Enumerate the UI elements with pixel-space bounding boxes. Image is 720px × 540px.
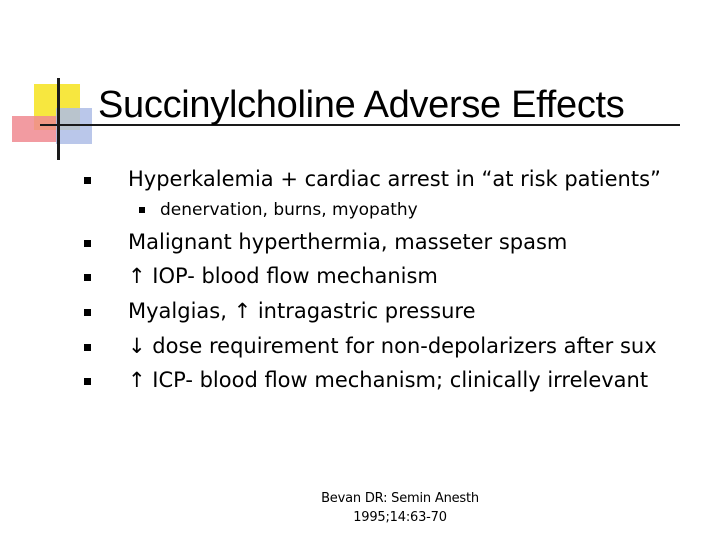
bullet-item <box>128 229 567 255</box>
bullet-square-icon <box>84 344 91 351</box>
sub-bullet-item <box>160 199 418 221</box>
bullet-item <box>128 298 476 324</box>
bullet-square-icon <box>84 309 91 316</box>
bullet-text: ↑ IOP- blood flow mechanism <box>128 264 438 288</box>
bullet-square-icon <box>84 274 91 281</box>
bullet-square-icon <box>139 207 145 213</box>
slide-title: Succinylcholine Adverse Effects <box>98 84 625 126</box>
bullet-text: ↑ ICP- blood flow mechanism; clinically irrelevant <box>128 368 649 392</box>
bullet-square-icon <box>84 378 91 385</box>
bullet-item <box>128 263 438 289</box>
bullet-item <box>128 166 661 192</box>
bullet-square-icon <box>84 240 91 247</box>
citation-line-2: 1995;14:63-70 <box>353 510 447 525</box>
bullet-item <box>128 333 657 359</box>
citation-line-1: Bevan DR: Semin Anesth <box>321 491 479 506</box>
bullet-text: Malignant hyperthermia, masseter spasm <box>128 230 568 254</box>
citation <box>300 489 500 527</box>
bullet-text: ↓ dose requirement for non-depolarizers after sux <box>128 334 657 358</box>
bullet-item <box>128 367 648 393</box>
bullet-square-icon <box>84 177 91 184</box>
bullet-text: Hyperkalemia + cardiac arrest in “at risk patients” <box>128 167 661 191</box>
bullet-text: denervation, burns, myopathy <box>160 200 418 220</box>
bullet-text: Myalgias, ↑ intragastric pressure <box>128 299 476 323</box>
